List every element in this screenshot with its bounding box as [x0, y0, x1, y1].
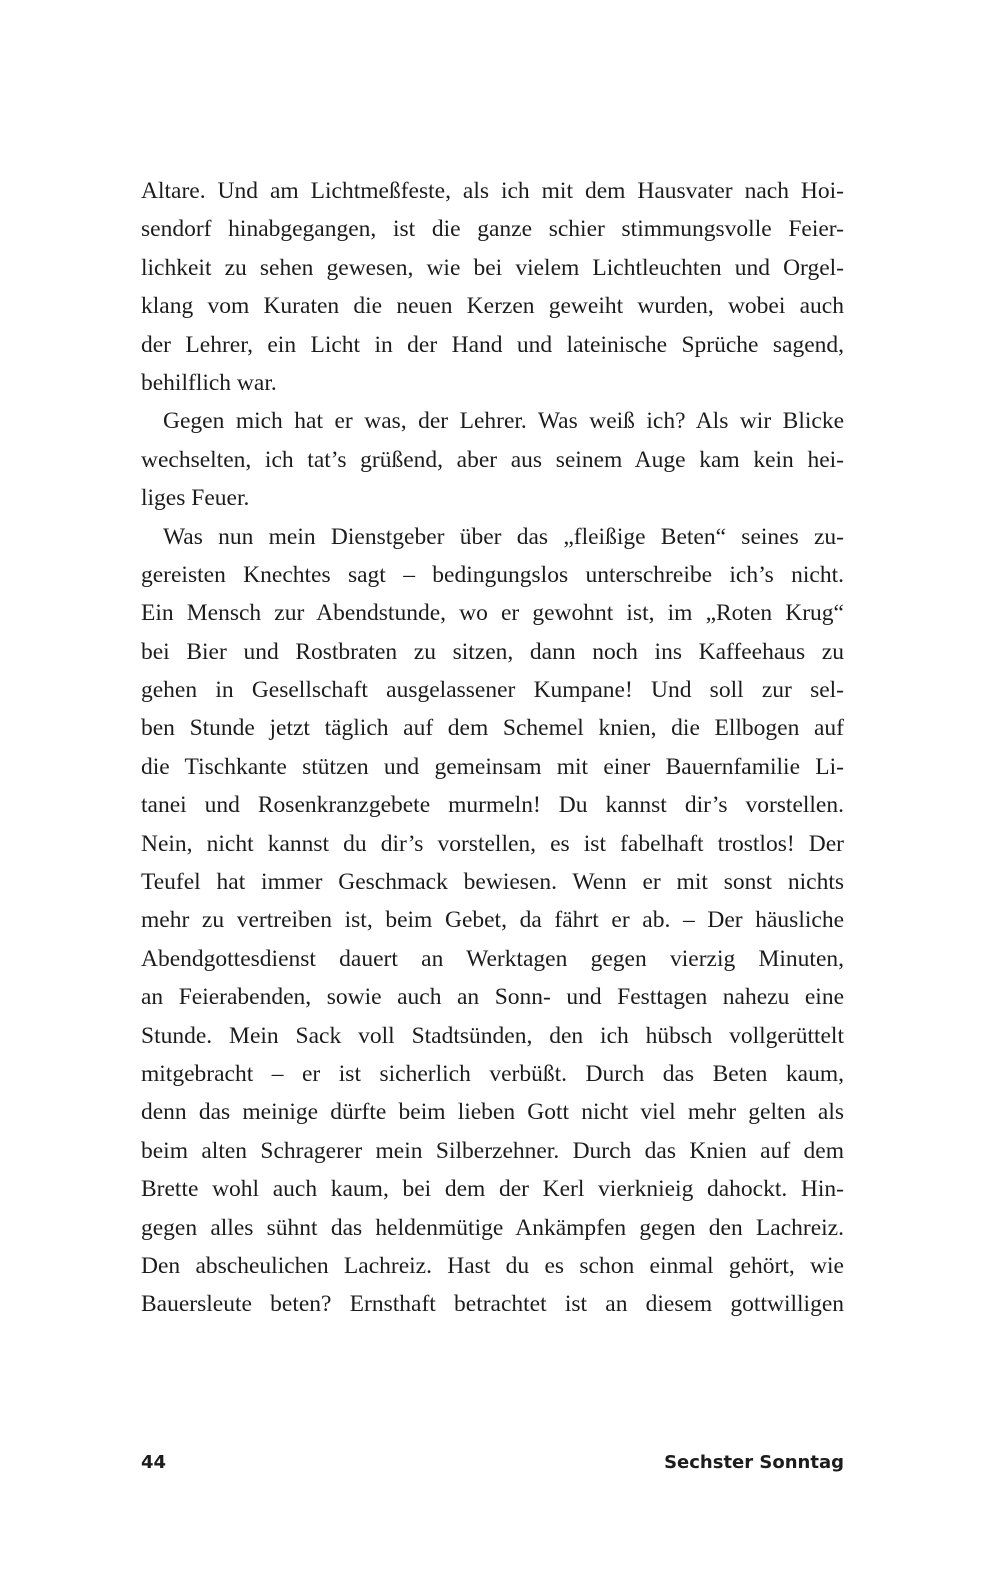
text-line: Den abscheulichen Lachreiz. Hast du es schon einmal gehört, wie	[141, 1252, 844, 1279]
text-line: an Feierabenden, sowie auch an Sonn- und Festtagen nahezu eine	[141, 984, 844, 1011]
text-line: lichkeit zu sehen gewesen, wie bei vielem Lichtleuchten und Orgel-	[141, 254, 844, 281]
text-line: Abendgottesdienst dauert an Werktagen gegen vierzig Minuten,	[141, 945, 844, 972]
text-line: gereisten Knechtes sagt – bedingungslos unterschreibe ich’s nicht.	[141, 561, 844, 588]
text-line: Altare. Und am Lichtmeßfeste, als ich mit dem Hausvater nach Hoi-	[141, 178, 844, 204]
text-line: die Tischkante stützen und gemeinsam mit einer Bauernfamilie Li-	[141, 753, 844, 780]
text-line: wechselten, ich tat’s grüßend, aber aus seinem Auge kam kein hei-	[141, 446, 844, 473]
running-head: Sechster Sonntag	[664, 1452, 844, 1473]
text-line: behilflich war.	[141, 369, 277, 396]
text-line: Gegen mich hat er was, der Lehrer. Was weiß ich? Als wir Blicke	[163, 408, 844, 435]
page-footer	[141, 1452, 844, 1478]
text-line: ben Stunde jetzt täglich auf dem Schemel knien, die Ellbogen auf	[141, 715, 844, 742]
text-line: gegen alles sühnt das heldenmütige Ankämpfen gegen den Lachreiz.	[141, 1214, 844, 1241]
text-line: sendorf hinabgegangen, ist die ganze schier stimmungsvolle Feier-	[141, 216, 844, 243]
text-line: Brette wohl auch kaum, bei dem der Kerl vierknieig dahockt. Hin-	[141, 1176, 844, 1203]
text-line: der Lehrer, ein Licht in der Hand und lateinische Sprüche sagend,	[141, 331, 844, 358]
text-line: Teufel hat immer Geschmack bewiesen. Wenn er mit sonst nichts	[141, 869, 844, 896]
text-line: beim alten Schragerer mein Silberzehner. Durch das Knien auf dem	[141, 1137, 844, 1164]
text-line: bei Bier und Rostbraten zu sitzen, dann noch ins Kaffeehaus zu	[141, 638, 844, 665]
text-line: Stunde. Mein Sack voll Stadtsünden, den ich hübsch vollgerüttelt	[141, 1022, 844, 1049]
text-line: Was nun mein Dienstgeber über das „fleißige Beten“ seines zu-	[163, 523, 844, 550]
text-line: Ein Mensch zur Abendstunde, wo er gewohnt ist, im „Roten Krug“	[141, 600, 844, 627]
text-line: Nein, nicht kannst du dir’s vorstellen, es ist fabelhaft trostlos! Der	[141, 830, 844, 857]
text-line: klang vom Kuraten die neuen Kerzen geweiht wurden, wobei auch	[141, 293, 844, 320]
page-number: 44	[141, 1452, 167, 1473]
text-line: gehen in Gesellschaft ausgelassener Kumpane! Und soll zur sel-	[141, 677, 844, 704]
text-line: mitgebracht – er ist sicherlich verbüßt. Durch das Beten kaum,	[141, 1060, 844, 1087]
text-line: tanei und Rosenkranzgebete murmeln! Du kannst dir’s vorstellen.	[141, 792, 844, 819]
text-line: Bauersleute beten? Ernsthaft betrachtet ist an diesem gottwilligen	[141, 1291, 844, 1318]
text-line: denn das meinige dürfte beim lieben Gott nicht viel mehr gelten als	[141, 1099, 844, 1126]
text-line: mehr zu vertreiben ist, beim Gebet, da fährt er ab. – Der häusliche	[141, 907, 844, 934]
text-line: liges Feuer.	[141, 485, 250, 512]
body-text	[141, 172, 844, 1324]
